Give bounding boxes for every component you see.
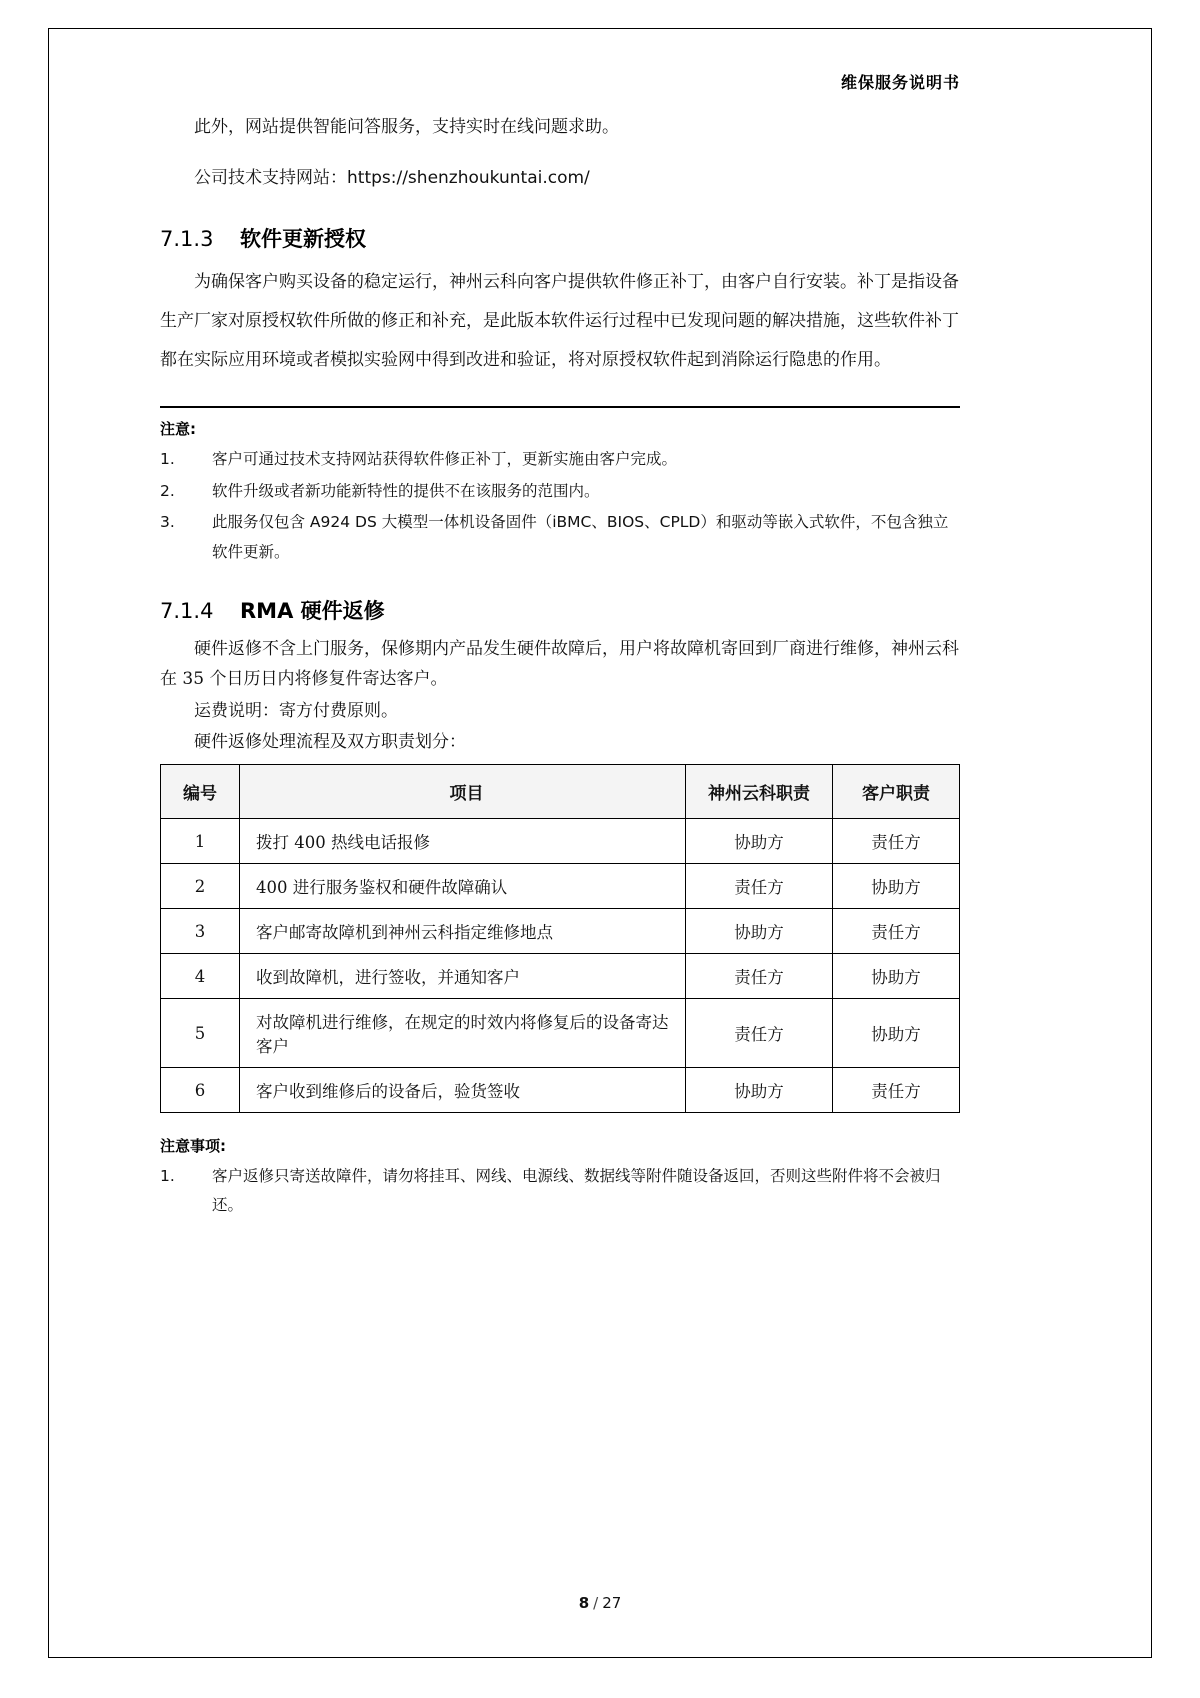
cell-vendor-duty: 协助方 [686, 1068, 833, 1113]
table-row [161, 864, 960, 909]
note-title-1: 注意: [160, 420, 196, 439]
section-7-1-3-body: 为确保客户购买设备的稳定运行，神州云科向客户提供软件修正补丁，由客户自行安装。补丁是指设备生产厂家对原授权软件所做的修正和补充，是此版本软件运行过程中已发现问题的解决措施，这些软件补丁都在实际应用环境或者模拟实验网中得到改进和验证，将对原授权软件起到消除运行隐患的作用。 [160, 272, 959, 371]
cell-customer-duty: 责任方 [833, 1068, 960, 1113]
cell-item: 收到故障机，进行签收，并通知客户 [240, 954, 686, 999]
cell-no: 3 [161, 909, 240, 954]
rma-paragraph-3: 硬件返修处理流程及双方职责划分： [194, 732, 466, 753]
cell-customer-duty: 协助方 [833, 999, 960, 1068]
cell-item: 客户收到维修后的设备后，验货签收 [240, 1068, 686, 1113]
table-row [161, 909, 960, 954]
table-row [161, 819, 960, 864]
intro-paragraph-1: 此外，网站提供智能问答服务，支持实时在线问题求助。 [194, 117, 619, 137]
cell-item: 拨打 400 热线电话报修 [240, 819, 686, 864]
cell-no: 4 [161, 954, 240, 999]
cell-vendor-duty: 协助方 [686, 819, 833, 864]
note-list-2 [160, 1162, 960, 1221]
rma-process-table [160, 764, 960, 1113]
cell-no: 2 [161, 864, 240, 909]
footer-separator: / [593, 1594, 599, 1612]
cell-customer-duty: 协助方 [833, 954, 960, 999]
heading-7-1-4-number: 7.1.4 [160, 599, 214, 624]
support-site-line [160, 161, 960, 195]
heading-7-1-3 [160, 223, 960, 253]
page-header: 维保服务说明书 [840, 73, 960, 92]
column-header-no: 编号 [161, 765, 240, 819]
divider-note-1 [160, 406, 960, 408]
note-item: 此服务仅包含 A924 DS 大模型一体机设备固件（iBMC、BIOS、CPLD）和驱动等嵌入式软件，不包含独立软件更新。 [212, 513, 949, 561]
heading-7-1-3-title: 软件更新授权 [240, 227, 366, 251]
support-site-label: 公司技术支持网站： [194, 168, 347, 188]
heading-7-1-3-number: 7.1.3 [160, 227, 214, 251]
note-item: 软件升级或者新功能新特性的提供不在该服务的范围内。 [212, 481, 600, 500]
heading-7-1-4 [160, 595, 960, 625]
cell-customer-duty: 责任方 [833, 909, 960, 954]
column-header-customer-duty: 客户职责 [833, 765, 960, 819]
page-footer [0, 1594, 1200, 1612]
section-7-1-4-body [160, 635, 960, 758]
note-list-1 [160, 445, 960, 567]
cell-item: 客户邮寄故障机到神州云科指定维修地点 [240, 909, 686, 954]
cell-customer-duty: 协助方 [833, 864, 960, 909]
table-header-row [161, 765, 960, 819]
cell-vendor-duty: 责任方 [686, 864, 833, 909]
cell-item: 400 进行服务鉴权和硬件故障确认 [240, 864, 686, 909]
footer-page-number: 8 [578, 1594, 590, 1612]
footer-total-pages: 27 [602, 1594, 622, 1612]
column-header-vendor-duty: 神州云科职责 [686, 765, 833, 819]
page-content [160, 70, 960, 1223]
cell-no: 6 [161, 1068, 240, 1113]
column-header-item: 项目 [240, 765, 686, 819]
table-row [161, 999, 960, 1068]
note-item: 客户返修只寄送故障件，请勿将挂耳、网线、电源线、数据线等附件随设备返回，否则这些附件将不会被归还。 [212, 1167, 941, 1215]
cell-vendor-duty: 协助方 [686, 909, 833, 954]
note-item: 客户可通过技术支持网站获得软件修正补丁，更新实施由客户完成。 [212, 450, 678, 469]
table-row [161, 1068, 960, 1113]
cell-item: 对故障机进行维修，在规定的时效内将修复后的设备寄达客户 [240, 999, 686, 1068]
table-row [161, 954, 960, 999]
cell-vendor-duty: 责任方 [686, 954, 833, 999]
note-title-2: 注意事项: [160, 1137, 226, 1156]
cell-no: 1 [161, 819, 240, 864]
cell-vendor-duty: 责任方 [686, 999, 833, 1068]
cell-no: 5 [161, 999, 240, 1068]
cell-customer-duty: 责任方 [833, 819, 960, 864]
heading-7-1-4-title: RMA 硬件返修 [240, 599, 385, 624]
rma-paragraph-1: 硬件返修不含上门服务，保修期内产品发生硬件故障后，用户将故障机寄回到厂商进行维修，神州云科在 35 个日历日内将修复件寄达客户。 [160, 639, 959, 689]
rma-paragraph-2: 运费说明：寄方付费原则。 [194, 700, 398, 721]
support-site-url[interactable]: https://shenzhoukuntai.com/ [347, 168, 590, 188]
